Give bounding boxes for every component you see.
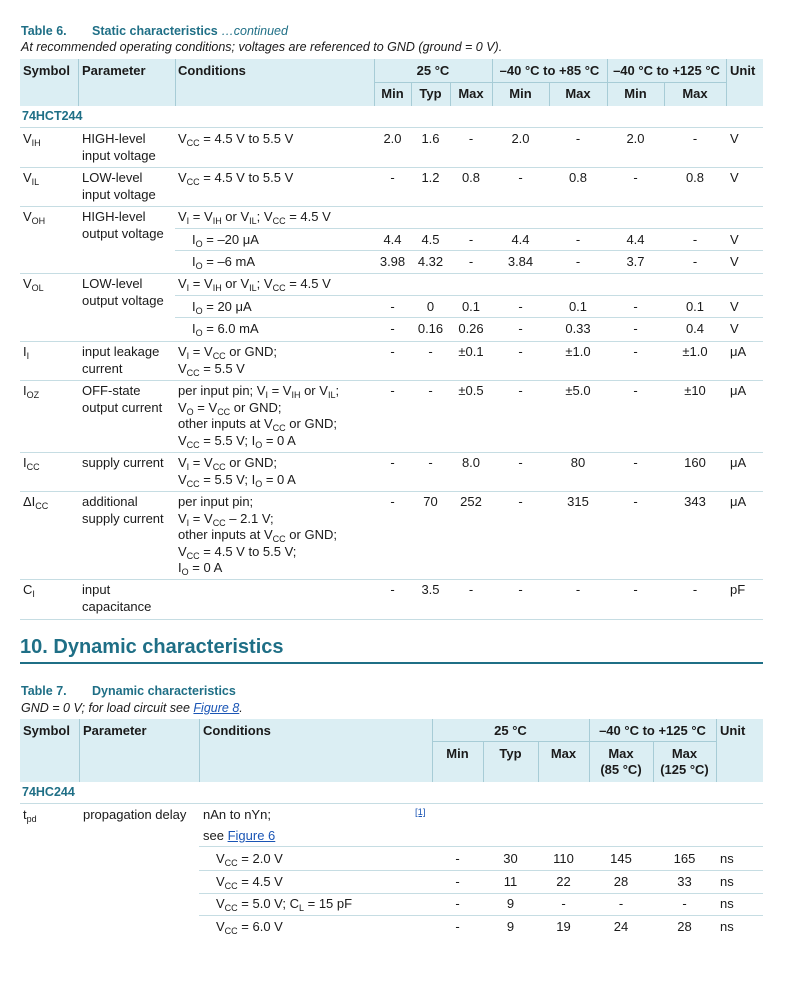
t6-row-ci-unit: pF	[730, 582, 746, 597]
t6-row-ci-symbol: $C_I$	[23, 582, 35, 599]
t7-th-125c: –40 °C to +125 °C	[599, 723, 706, 738]
t6-row-vih-unit: V	[730, 131, 739, 146]
t6-row-vih-value: 1.6	[421, 131, 440, 146]
t6-row-ii-value: ±0.1	[458, 344, 484, 359]
t6-row-vol-value: -	[518, 299, 523, 314]
t6-row-delta-icc-condition-line: per input pin;	[178, 494, 254, 509]
t6-row-ii-symbol: $I_I$	[23, 344, 30, 361]
t6-row-delta-icc-value: 343	[684, 494, 706, 509]
figure8-link[interactable]: Figure 8	[193, 701, 240, 715]
t6-row-icc-condition-line: $V_{CC} = 5.5$ V; $I_O = 0$ A	[178, 471, 296, 489]
t6-row-delta-icc-condition-line: $V_{CC} = 4.5$ V to 5.5 V;	[178, 543, 297, 561]
t6-row-ii-condition-line: $V_I = V_{CC}$ or GND;	[178, 344, 277, 361]
t6-th-unit: Unit	[730, 63, 756, 78]
table6-title	[92, 24, 288, 38]
t6-row-delta-icc-symbol: $\Delta I_{CC}$	[23, 494, 49, 511]
t6-row-delta-icc-value: -	[518, 494, 523, 509]
t6-row-ioz-value: -	[390, 383, 395, 398]
t6-hdr-divider	[175, 59, 176, 106]
table7-note-end: .	[239, 701, 243, 715]
t6-row-vih-condition-line: $V_{CC} = 4.5$ V to 5.5 V	[178, 131, 294, 148]
t7-row-condition: $V_{CC} = 6.0$ V	[216, 918, 283, 936]
t7-th-max125: Max	[671, 746, 698, 761]
t6-row-icc-value: 80	[570, 455, 586, 470]
t6-th-min: Min	[381, 86, 404, 101]
t6-device-label: 74HCT244	[22, 109, 83, 123]
t6-row-ioz-value: ±10	[684, 383, 706, 398]
t6-row-delta-icc-condition-line: other inputs at $V_{CC}$ or GND;	[178, 527, 337, 544]
t7-row-value: 9	[506, 896, 515, 911]
t6-row-vil-value: 1.2	[421, 170, 440, 185]
t7-th-conditions: Conditions	[203, 723, 271, 738]
t6-row-vih-parameter-line2: input voltage	[82, 147, 156, 163]
t7-th-min: Min	[446, 746, 469, 761]
t7-row-value: 24	[613, 918, 629, 934]
t6-row-vih-value: -	[575, 131, 581, 146]
t6-row-icc-value: -	[390, 455, 395, 470]
table6-note: At recommended operating conditions; voltages are referenced to GND (ground = 0 V).	[21, 40, 503, 54]
t6-row-ioz-condition-line: $V_{CC} = 5.5$ V; $I_O = 0$ A	[178, 432, 296, 450]
t7-row-value: -	[455, 896, 460, 911]
t7-th-25c: 25 °C	[494, 723, 527, 738]
t6-row-delta-icc-value: 252	[460, 494, 482, 509]
t7-device-label: 74HC244	[22, 785, 75, 799]
t7-row-condition: $V_{CC} = 5.0$ V; $C_L = 15$ pF	[216, 896, 353, 913]
t6-row-vol-condition: $V_I = V_{IH}$ or $V_{IL}$; $V_{CC} = 4.5$ V	[178, 276, 331, 293]
t6-row-ii-parameter-line1: input leakage	[82, 344, 160, 359]
t7-th-unit: Unit	[720, 723, 746, 738]
t6-row-ci-value: -	[518, 582, 523, 597]
t7-row-value: 19	[556, 918, 571, 934]
t7-see-text: see	[203, 828, 228, 843]
t6-row-voh-value: -	[468, 232, 474, 247]
t6-row-vil-value: -	[518, 170, 523, 185]
row-divider	[20, 491, 763, 492]
t7-row-value: -	[682, 896, 687, 911]
t6-row-vol-value: 0.4	[685, 321, 705, 336]
table7-note	[21, 701, 243, 715]
t6-row-vil-value: 0.8	[461, 170, 481, 185]
t6-row-ioz-value: ±5.0	[565, 383, 591, 398]
t7-th-typ: Typ	[499, 746, 522, 761]
t6-row-vol-value: 0.16	[417, 321, 444, 336]
t6-row-ioz-value: ±0.5	[458, 383, 484, 398]
t6-th-max: Max	[682, 86, 708, 101]
t6-th-min: Min	[509, 86, 532, 101]
t7-row-value: 9	[506, 918, 515, 934]
t7-th-parameter: Parameter	[83, 723, 147, 738]
t6-row-icc-unit: μA	[730, 455, 747, 470]
t6-row-voh-value: -	[692, 232, 698, 247]
t6-row-ci-value: -	[692, 582, 698, 597]
t6-row-ci-value: 3.5	[421, 582, 440, 597]
t6-row-vol-parameter-line1: LOW-level	[82, 276, 143, 291]
t6-row-icc-parameter-line1: supply current	[82, 455, 164, 470]
t7-th-max: Max	[550, 746, 577, 761]
t6-row-ci-parameter-line1: input	[82, 582, 111, 597]
row-divider	[175, 317, 763, 318]
t6-row-vol-unit: V	[730, 321, 739, 336]
t6-row-voh-symbol: $V_{OH}$	[23, 209, 46, 226]
t6-row-ci-value: -	[468, 582, 474, 597]
t6-row-icc-value: -	[633, 455, 638, 470]
t6-row-ii-value: -	[633, 344, 638, 359]
t6-row-vol-parameter-line2: output voltage	[82, 292, 164, 308]
t6-row-ii-value: ±1.0	[565, 344, 591, 359]
t6-row-delta-icc-value: 70	[423, 494, 438, 509]
t7-symbol	[23, 807, 37, 828]
t7-condition: nAn to nYn;	[203, 807, 271, 822]
row-divider	[199, 846, 763, 847]
t7-row-unit: ns	[720, 896, 734, 911]
t6-row-vil-parameter-line1: LOW-level	[82, 170, 143, 185]
t6-row-vol-value: 0.26	[458, 321, 484, 336]
t6-row-vil-unit: V	[730, 170, 739, 185]
t6-row-ioz-value: -	[428, 383, 433, 398]
t6-row-vol-value: -	[633, 299, 638, 314]
t6-row-ci-value: -	[633, 582, 638, 597]
t6-row-vil-value: 0.8	[685, 170, 705, 185]
row-divider	[20, 803, 763, 804]
table7-label: Table 7.	[21, 684, 67, 698]
t6-row-voh-value: 4.4	[383, 232, 402, 247]
t6-row-icc-value: 8.0	[461, 455, 481, 470]
t6-th-max: Max	[565, 86, 591, 101]
t6-row-ii-unit: μA	[730, 344, 747, 359]
t6-hdr-divider	[78, 59, 79, 106]
t7-row-condition: $V_{CC} = 2.0$ V	[216, 851, 283, 868]
t6-row-ii-parameter-line2: current	[82, 360, 123, 376]
t6-row-icc-value: -	[518, 455, 523, 470]
t6-row-ioz-condition-line: other inputs at $V_{CC}$ or GND;	[178, 416, 337, 433]
t7-th-max125-temp: (125 °C)	[660, 762, 709, 777]
t6-row-voh-value: -	[575, 232, 581, 247]
t6-th-symbol: Symbol	[23, 63, 70, 78]
t6-row-voh-unit: V	[730, 232, 739, 247]
t6-row-ioz-parameter-line2: output current	[82, 399, 163, 415]
t6-row-delta-icc-parameter-line2: supply current	[82, 510, 164, 526]
t6-row-voh-value: 4.32	[417, 254, 444, 269]
t6-row-voh-parameter-line2: output voltage	[82, 225, 164, 241]
t7-row-value: -	[455, 873, 460, 889]
table7-title: Dynamic characteristics	[92, 684, 236, 698]
t6-row-voh-value: 4.4	[626, 232, 645, 247]
t6-row-vol-sub-condition: $I_O = 6.0$ mA	[192, 321, 259, 338]
t6-row-ii-value: -	[390, 344, 395, 359]
t6-row-vol-value: -	[633, 321, 638, 336]
t6-row-ioz-value: -	[518, 383, 523, 398]
t6-row-ii-value: -	[518, 344, 523, 359]
t6-row-voh-value: -	[468, 254, 474, 269]
t6-row-vil-condition-line: $V_{CC} = 4.5$ V to 5.5 V	[178, 170, 294, 187]
row-divider	[199, 870, 763, 871]
section-number: 10.	[20, 636, 48, 658]
t7-th-max85-temp: (85 °C)	[600, 762, 642, 777]
t6-row-voh-value: -	[692, 254, 698, 269]
row-divider	[20, 380, 763, 381]
t6-th-parameter: Parameter	[82, 63, 146, 78]
footnote-1-text[interactable]: [1]	[415, 807, 426, 818]
row-divider	[20, 127, 763, 128]
row-divider	[199, 915, 763, 916]
t6-row-voh-sub-condition: $I_O = -20$ μA	[192, 232, 259, 249]
section-title	[20, 636, 284, 659]
t6-row-delta-icc-value: -	[390, 494, 395, 509]
t6-row-ci-value: -	[575, 582, 581, 597]
t7-row-value: 30	[503, 851, 518, 866]
t6-row-voh-parameter-line1: HIGH-level	[82, 209, 146, 224]
t7-hdr-divider	[79, 719, 80, 782]
t6-row-vol-value: -	[390, 321, 395, 336]
t7-row-value: -	[561, 896, 566, 911]
t7-row-value: 22	[556, 873, 571, 889]
t6-row-voh-unit: V	[730, 254, 739, 269]
t6-row-delta-icc-value: -	[633, 494, 638, 509]
section-rule	[20, 662, 763, 664]
t6-row-vol-value: -	[390, 299, 395, 314]
t6-row-ci-value: -	[390, 582, 395, 597]
t6-th-85c: –40 °C to +85 °C	[499, 63, 600, 78]
t6-row-ioz-parameter-line1: OFF-state	[82, 383, 141, 398]
row-divider	[20, 452, 763, 453]
t6-row-vol-value: 0.1	[461, 299, 481, 314]
t6-row-voh-value: 4.4	[511, 232, 530, 247]
t6-row-ioz-value: -	[633, 383, 638, 398]
t6-row-voh-sub-condition: $I_O = -6$ mA	[192, 254, 256, 271]
row-divider	[20, 206, 763, 207]
t6-row-vil-value: -	[390, 170, 395, 185]
t6-row-vol-value: -	[518, 321, 523, 336]
t7-row-value: 145	[610, 851, 632, 866]
t6-row-ii-value: ±1.0	[682, 344, 708, 359]
t7-row-condition: $V_{CC} = 4.5$ V	[216, 873, 283, 891]
t6-row-vol-value: 0.1	[568, 299, 588, 314]
row-divider	[20, 619, 763, 620]
t6-row-vih-value: -	[468, 131, 474, 146]
t6-row-vih-parameter-line1: HIGH-level	[82, 131, 146, 146]
t6-th-typ: Typ	[419, 86, 442, 101]
section-title-text: Dynamic characteristics	[53, 636, 284, 658]
t6-th-min: Min	[624, 86, 647, 101]
t6-row-delta-icc-condition-line: $I_O = 0$ A	[178, 560, 223, 577]
t6-row-vol-value: 0.33	[565, 321, 591, 336]
t7-row-value: 33	[677, 873, 692, 889]
row-divider	[175, 295, 763, 296]
t7-symbol-main: t	[23, 807, 27, 822]
footnote-1-link[interactable]	[415, 805, 426, 822]
t6-row-vol-symbol: $V_{OL}$	[23, 276, 44, 293]
t6-row-ioz-condition-line: per input pin; $V_I = V_{IH}$ or $V_{IL}$;	[178, 383, 340, 400]
table6-title-text: Static characteristics	[92, 24, 218, 38]
t6-th-125c: –40 °C to +125 °C	[613, 63, 720, 78]
t6-row-vol-value: 0	[426, 299, 435, 314]
t6-row-vol-sub-condition: $I_O = 20$ μA	[192, 299, 252, 316]
table7-note-text: GND = 0 V; for load circuit see	[21, 701, 194, 715]
t6-row-ci-parameter-line2: capacitance	[82, 598, 152, 614]
t7-hdr-divider	[716, 719, 717, 782]
t6-row-ioz-condition-line: $V_O = V_{CC}$ or GND;	[178, 399, 282, 417]
t6-row-ii-condition-line: $V_{CC} = 5.5$ V	[178, 360, 245, 378]
t7-hdr-divider	[199, 719, 200, 782]
t7-row-value: 28	[677, 918, 692, 934]
t6-row-vil-parameter-line2: input voltage	[82, 186, 156, 202]
t6-row-voh-value: 3.84	[507, 254, 534, 269]
t6-th-max: Max	[458, 86, 484, 101]
t7-parameter: propagation delay	[83, 807, 187, 822]
t6-row-vil-value: -	[633, 170, 638, 185]
t6-row-voh-value: 3.98	[379, 254, 406, 269]
row-divider	[20, 579, 763, 580]
t6-row-icc-value: 160	[684, 455, 706, 470]
t7-row-unit: ns	[720, 873, 734, 889]
t6-row-voh-value: 4.5	[421, 232, 440, 247]
t6-row-vih-value: -	[692, 131, 698, 146]
t6-row-vol-unit: V	[730, 299, 739, 314]
t6-row-vil-value: 0.8	[568, 170, 588, 185]
row-divider	[199, 893, 763, 894]
row-divider	[20, 273, 763, 274]
t6-row-vol-value: 0.1	[685, 299, 705, 314]
t6-row-vih-value: 2.0	[511, 131, 530, 146]
t7-row-value: 11	[503, 873, 518, 889]
t7-row-value: -	[618, 896, 624, 911]
t6-row-vih-value: 2.0	[626, 131, 645, 146]
t6-row-icc-symbol: $I_{CC}$	[23, 455, 40, 472]
t6-row-voh-condition: $V_I = V_{IH}$ or $V_{IL}$; $V_{CC} = 4.5$ V	[178, 209, 331, 226]
t6-row-icc-condition-line: $V_I = V_{CC}$ or GND;	[178, 455, 277, 472]
t7-condition-see	[203, 828, 275, 845]
t6-hdr-divider	[726, 59, 727, 106]
t6-row-icc-value: -	[428, 455, 433, 470]
t7-symbol-sub: pd	[26, 814, 37, 824]
t7-row-value: -	[455, 918, 460, 934]
t6-row-delta-icc-unit: μA	[730, 494, 747, 509]
t6-row-vih-symbol: $V_{IH}$	[23, 131, 41, 148]
row-divider	[175, 250, 763, 251]
t6-row-voh-value: 3.7	[626, 254, 645, 269]
t7-row-value: -	[455, 851, 460, 866]
t6-row-delta-icc-parameter-line1: additional	[82, 494, 138, 509]
t7-hdr-hline	[432, 741, 716, 742]
t7-row-unit: ns	[720, 851, 734, 866]
t6-hdr-hline	[374, 82, 726, 83]
t6-row-ii-value: -	[428, 344, 433, 359]
table6-label: Table 6.	[21, 24, 67, 38]
row-divider	[20, 167, 763, 168]
t6-th-25c: 25 °C	[416, 63, 450, 78]
t6-row-ioz-symbol: $I_{OZ}$	[23, 383, 40, 400]
t6-row-ioz-unit: μA	[730, 383, 747, 398]
t6-row-vil-symbol: $V_{IL}$	[23, 170, 40, 187]
t7-row-value: 110	[553, 851, 574, 866]
table6-continued: …continued	[221, 24, 288, 38]
t6-row-vih-value: 2.0	[383, 131, 402, 146]
figure6-link[interactable]: Figure 6	[227, 828, 276, 843]
t7-row-value: 28	[613, 873, 629, 889]
t7-th-symbol: Symbol	[23, 723, 70, 738]
t7-th-max85: Max	[608, 746, 634, 761]
t6-th-conditions: Conditions	[178, 63, 246, 78]
t7-row-unit: ns	[720, 918, 734, 934]
t7-row-value: 165	[673, 851, 696, 866]
row-divider	[20, 341, 763, 342]
t6-row-voh-value: -	[575, 254, 581, 269]
t6-row-delta-icc-value: 315	[567, 494, 589, 509]
t6-row-delta-icc-condition-line: $V_I = V_{CC} - 2.1$ V;	[178, 510, 274, 528]
row-divider	[175, 228, 763, 229]
